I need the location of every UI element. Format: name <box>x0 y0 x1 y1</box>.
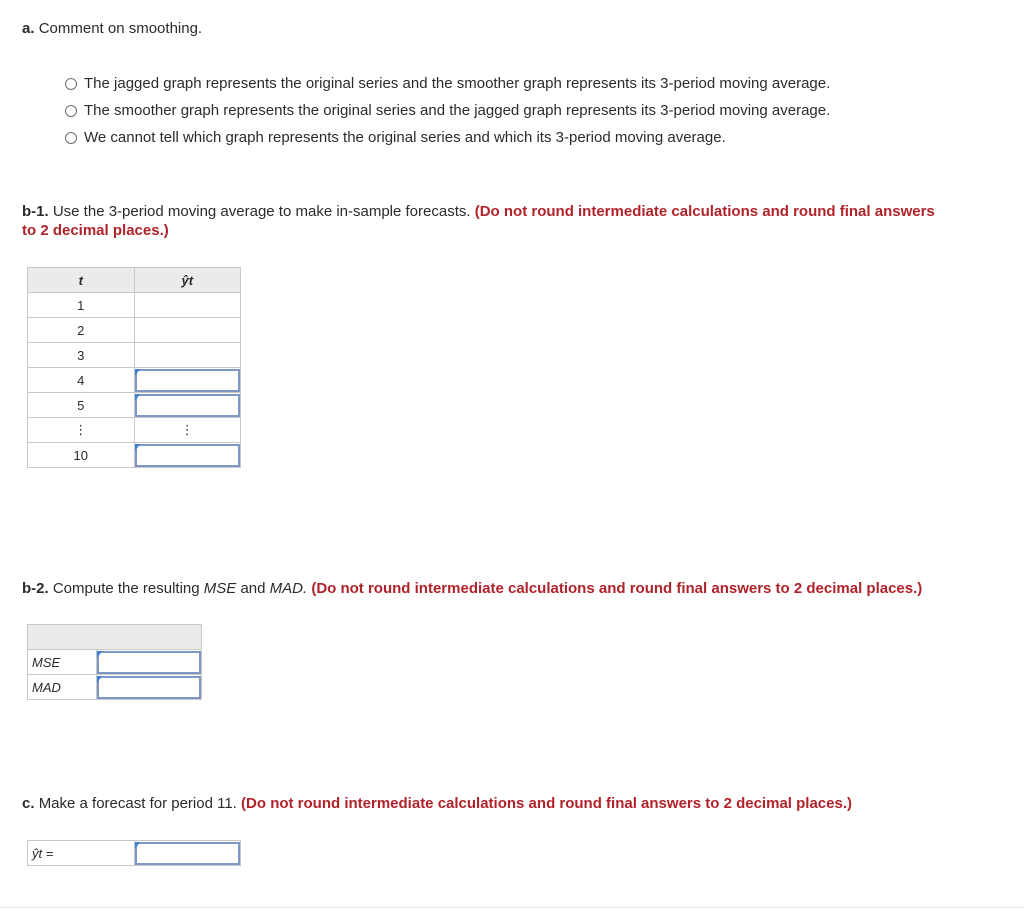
forecast-11-table <box>27 840 241 866</box>
header-blank <box>28 625 202 650</box>
part-b1-note-cont: to 2 decimal places.) <box>22 222 169 239</box>
table-row <box>28 368 241 393</box>
part-b2-note: (Do not round intermediate calculations and round final answers to 2 decimal places.) <box>311 580 923 597</box>
option-label[interactable]: We cannot tell which graph represents the original series and which its 3-period moving average. <box>84 129 726 146</box>
option-label[interactable]: The smoother graph represents the original series and the jagged graph represents its 3-period moving average. <box>84 102 831 119</box>
table-header <box>28 268 241 293</box>
part-b2-text: Compute the resulting <box>52 580 200 597</box>
table-row <box>28 318 241 343</box>
table-row <box>28 841 241 866</box>
part-b2-label: b-2. <box>22 580 49 597</box>
part-c-question <box>22 795 852 812</box>
part-b2-and: and <box>240 580 266 597</box>
yhat-4-input[interactable] <box>137 371 239 390</box>
row-t: 2 <box>28 318 135 343</box>
option-cannot-tell[interactable] <box>65 129 726 146</box>
table-row <box>28 675 202 700</box>
mse-label: MSE <box>28 650 97 675</box>
row-t: 5 <box>28 393 135 418</box>
table-row <box>28 418 241 443</box>
row-yhat-empty <box>134 343 241 368</box>
part-b2-mad: MAD. <box>269 580 308 597</box>
row-yhat-empty <box>134 318 241 343</box>
row-yhat-ellipsis: ⋮ <box>134 418 241 443</box>
table-row <box>28 293 241 318</box>
radio-button[interactable] <box>65 105 77 117</box>
row-t-ellipsis: ⋮ <box>28 418 135 443</box>
part-b2-mse: MSE <box>203 580 237 597</box>
part-b1-question <box>22 203 935 220</box>
divider <box>0 907 1024 908</box>
error-table <box>27 624 202 700</box>
part-a-label: a. <box>22 20 35 37</box>
row-t: 10 <box>28 443 135 468</box>
mad-label: MAD <box>28 675 97 700</box>
yhat-4-cell[interactable] <box>134 368 241 393</box>
header-t: t <box>28 268 135 293</box>
part-b1-text: Use the 3-period moving average to make in-sample forecasts. <box>52 203 471 220</box>
part-b1-note: (Do not round intermediate calculations and round final answers <box>474 203 935 220</box>
table-row <box>28 343 241 368</box>
radio-button[interactable] <box>65 132 77 144</box>
mse-input[interactable] <box>99 653 199 672</box>
yhat-5-cell[interactable] <box>134 393 241 418</box>
part-c-note: (Do not round intermediate calculations and round final answers to 2 decimal places.) <box>241 795 852 812</box>
row-t: 3 <box>28 343 135 368</box>
part-b1-label: b-1. <box>22 203 49 220</box>
radio-button[interactable] <box>65 78 77 90</box>
yhat-5-input[interactable] <box>137 396 239 415</box>
row-t: 1 <box>28 293 135 318</box>
table-row <box>28 393 241 418</box>
part-a-question <box>22 20 202 37</box>
option-jagged-original[interactable] <box>65 75 830 92</box>
row-yhat-empty <box>134 293 241 318</box>
mad-input[interactable] <box>99 678 199 697</box>
yhat-10-cell[interactable] <box>134 443 241 468</box>
table-row <box>28 650 202 675</box>
forecast-11-cell[interactable] <box>134 841 241 866</box>
yhat-10-input[interactable] <box>137 446 239 465</box>
part-a-text: Comment on smoothing. <box>38 20 203 37</box>
forecast-11-input[interactable] <box>137 844 239 863</box>
forecast-table <box>27 267 241 468</box>
part-c-label: c. <box>22 795 35 812</box>
table-header <box>28 625 202 650</box>
row-t: 4 <box>28 368 135 393</box>
option-smoother-original[interactable] <box>65 102 830 119</box>
part-b2-question <box>22 580 922 597</box>
mad-cell[interactable] <box>96 675 201 700</box>
option-label[interactable]: The jagged graph represents the original series and the smoother graph represents its 3-period moving average. <box>84 75 831 92</box>
header-yhat: ŷt <box>134 268 241 293</box>
yhat-label: ŷt = <box>28 841 135 866</box>
mse-cell[interactable] <box>96 650 201 675</box>
part-c-text: Make a forecast for period 11. <box>38 795 237 812</box>
table-row <box>28 443 241 468</box>
